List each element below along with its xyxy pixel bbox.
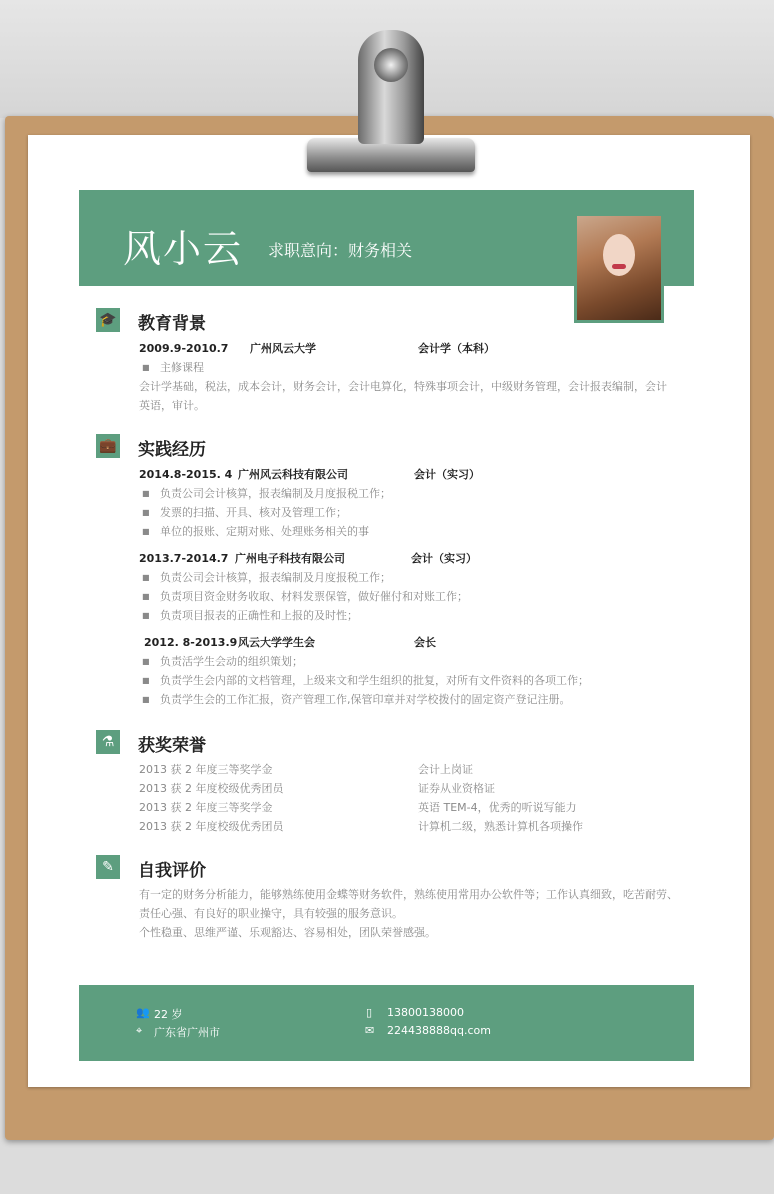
courses-line2: 英语，审计。 — [139, 399, 205, 412]
contact-location: 广东省广州市 — [154, 1026, 220, 1039]
user-icon: 👥 — [136, 1006, 150, 1019]
award-item: 2013 获 2 年度三等奖学金 — [139, 763, 273, 776]
resume-paper — [28, 135, 750, 1087]
awards-section — [96, 730, 696, 836]
job-item: 负责公司会计核算，报表编制及月度报税工作； — [160, 487, 391, 500]
contact-phone: 13800138000 — [387, 1006, 464, 1019]
job-item: 负责学生会的工作汇报，资产管理工作,保管印章并对学校拨付的固定资产登记注册。 — [160, 693, 571, 706]
bullet-icon: ■ — [142, 508, 150, 517]
job-role: 会计（实习） — [411, 552, 477, 565]
candidate-name: 风小云 — [123, 227, 244, 271]
award-item: 2013 获 2 年度校级优秀团员 — [139, 782, 284, 795]
job-objective: 求职意向：财务相关 — [268, 241, 413, 260]
bullet-icon: ■ — [142, 527, 150, 536]
education-period: 2009.9-2010.7 — [139, 342, 229, 355]
email-icon: ✉ — [365, 1024, 375, 1037]
bullet-icon: ■ — [142, 363, 150, 372]
profile-photo — [574, 213, 664, 323]
job-item: 负责项目报表的正确性和上报的及时性； — [160, 609, 358, 622]
phone-icon: ▯ — [366, 1006, 373, 1019]
bullet-icon: ■ — [142, 489, 150, 498]
course-label: 主修课程 — [160, 361, 204, 374]
job-company: 广州风云科技有限公司 — [238, 468, 348, 481]
job-period: 2014.8-2015. 4 — [139, 468, 233, 481]
job-item: 单位的报账、定期对账、处理账务相关的事 — [160, 525, 369, 538]
job-company: 广州电子科技有限公司 — [235, 552, 345, 565]
self-eval-line3: 个性稳重、思维严谨、乐观豁达、容易相处，团队荣誉感强。 — [139, 926, 436, 939]
awards-title: 获奖荣誉 — [138, 736, 206, 756]
bullet-icon: ■ — [142, 657, 150, 666]
job-item: 负责公司会计核算，报表编制及月度报税工作； — [160, 571, 391, 584]
bullet-icon: ■ — [142, 676, 150, 685]
job-period: 2012. 8-2013.9 — [144, 636, 238, 649]
courses-line1: 会计学基础，税法，成本会计，财务会计，会计电算化，特殊事项会计，中级财务管理，会计报表编制，会计 — [139, 380, 667, 393]
certificate-item: 会计上岗证 — [418, 763, 473, 776]
self-eval-line2: 责任心强、有良好的职业操守，具有较强的服务意识。 — [139, 907, 403, 920]
graduation-cap-icon: 🎓 — [96, 308, 120, 332]
contact-age: 22 岁 — [154, 1008, 183, 1021]
contact-email: 224438888qq.com — [387, 1024, 491, 1037]
job-role: 会长 — [414, 636, 436, 649]
contact-band — [79, 985, 694, 1061]
location-pin-icon: ⌖ — [136, 1024, 143, 1037]
photo-lips — [612, 264, 626, 269]
bullet-icon: ■ — [142, 695, 150, 704]
education-title: 教育背景 — [138, 314, 206, 334]
self-eval-line1: 有一定的财务分析能力，能够熟练使用金蝶等财务软件，熟练使用常用办公软件等；工作认真细致，吃苦耐劳、 — [139, 888, 678, 901]
bullet-icon: ■ — [142, 592, 150, 601]
practice-section — [96, 434, 696, 709]
certificate-item: 计算机二级，熟悉计算机各项操作 — [418, 820, 583, 833]
binder-clip-rivet — [374, 48, 408, 82]
certificate-item: 英语 TEM-4，优秀的听说写能力 — [418, 801, 577, 814]
education-school: 广州风云大学 — [250, 342, 316, 355]
photo-face — [603, 234, 635, 276]
briefcase-icon: 💼 — [96, 434, 120, 458]
self-eval-title: 自我评价 — [138, 861, 206, 881]
job-item: 负责活学生会动的组织策划； — [160, 655, 303, 668]
award-item: 2013 获 2 年度校级优秀团员 — [139, 820, 284, 833]
practice-title: 实践经历 — [138, 440, 206, 460]
job-period: 2013.7-2014.7 — [139, 552, 229, 565]
job-role: 会计（实习） — [414, 468, 480, 481]
job-item: 负责学生会内部的文档管理，上级来文和学生组织的批复，对所有文件资料的各项工作； — [160, 674, 589, 687]
education-section — [96, 308, 696, 415]
edit-pencil-icon: ✎ — [96, 855, 120, 879]
education-major: 会计学（本科） — [418, 342, 495, 355]
flask-icon: ⚗ — [96, 730, 120, 754]
bullet-icon: ■ — [142, 611, 150, 620]
job-item: 发票的扫描、开具、核对及管理工作； — [160, 506, 347, 519]
job-item: 负责项目资金财务收取、材料发票保管，做好催付和对账工作； — [160, 590, 468, 603]
certificate-item: 证券从业资格证 — [418, 782, 495, 795]
award-item: 2013 获 2 年度三等奖学金 — [139, 801, 273, 814]
self-eval-section — [96, 855, 696, 942]
bullet-icon: ■ — [142, 573, 150, 582]
job-company: 风云大学学生会 — [238, 636, 315, 649]
